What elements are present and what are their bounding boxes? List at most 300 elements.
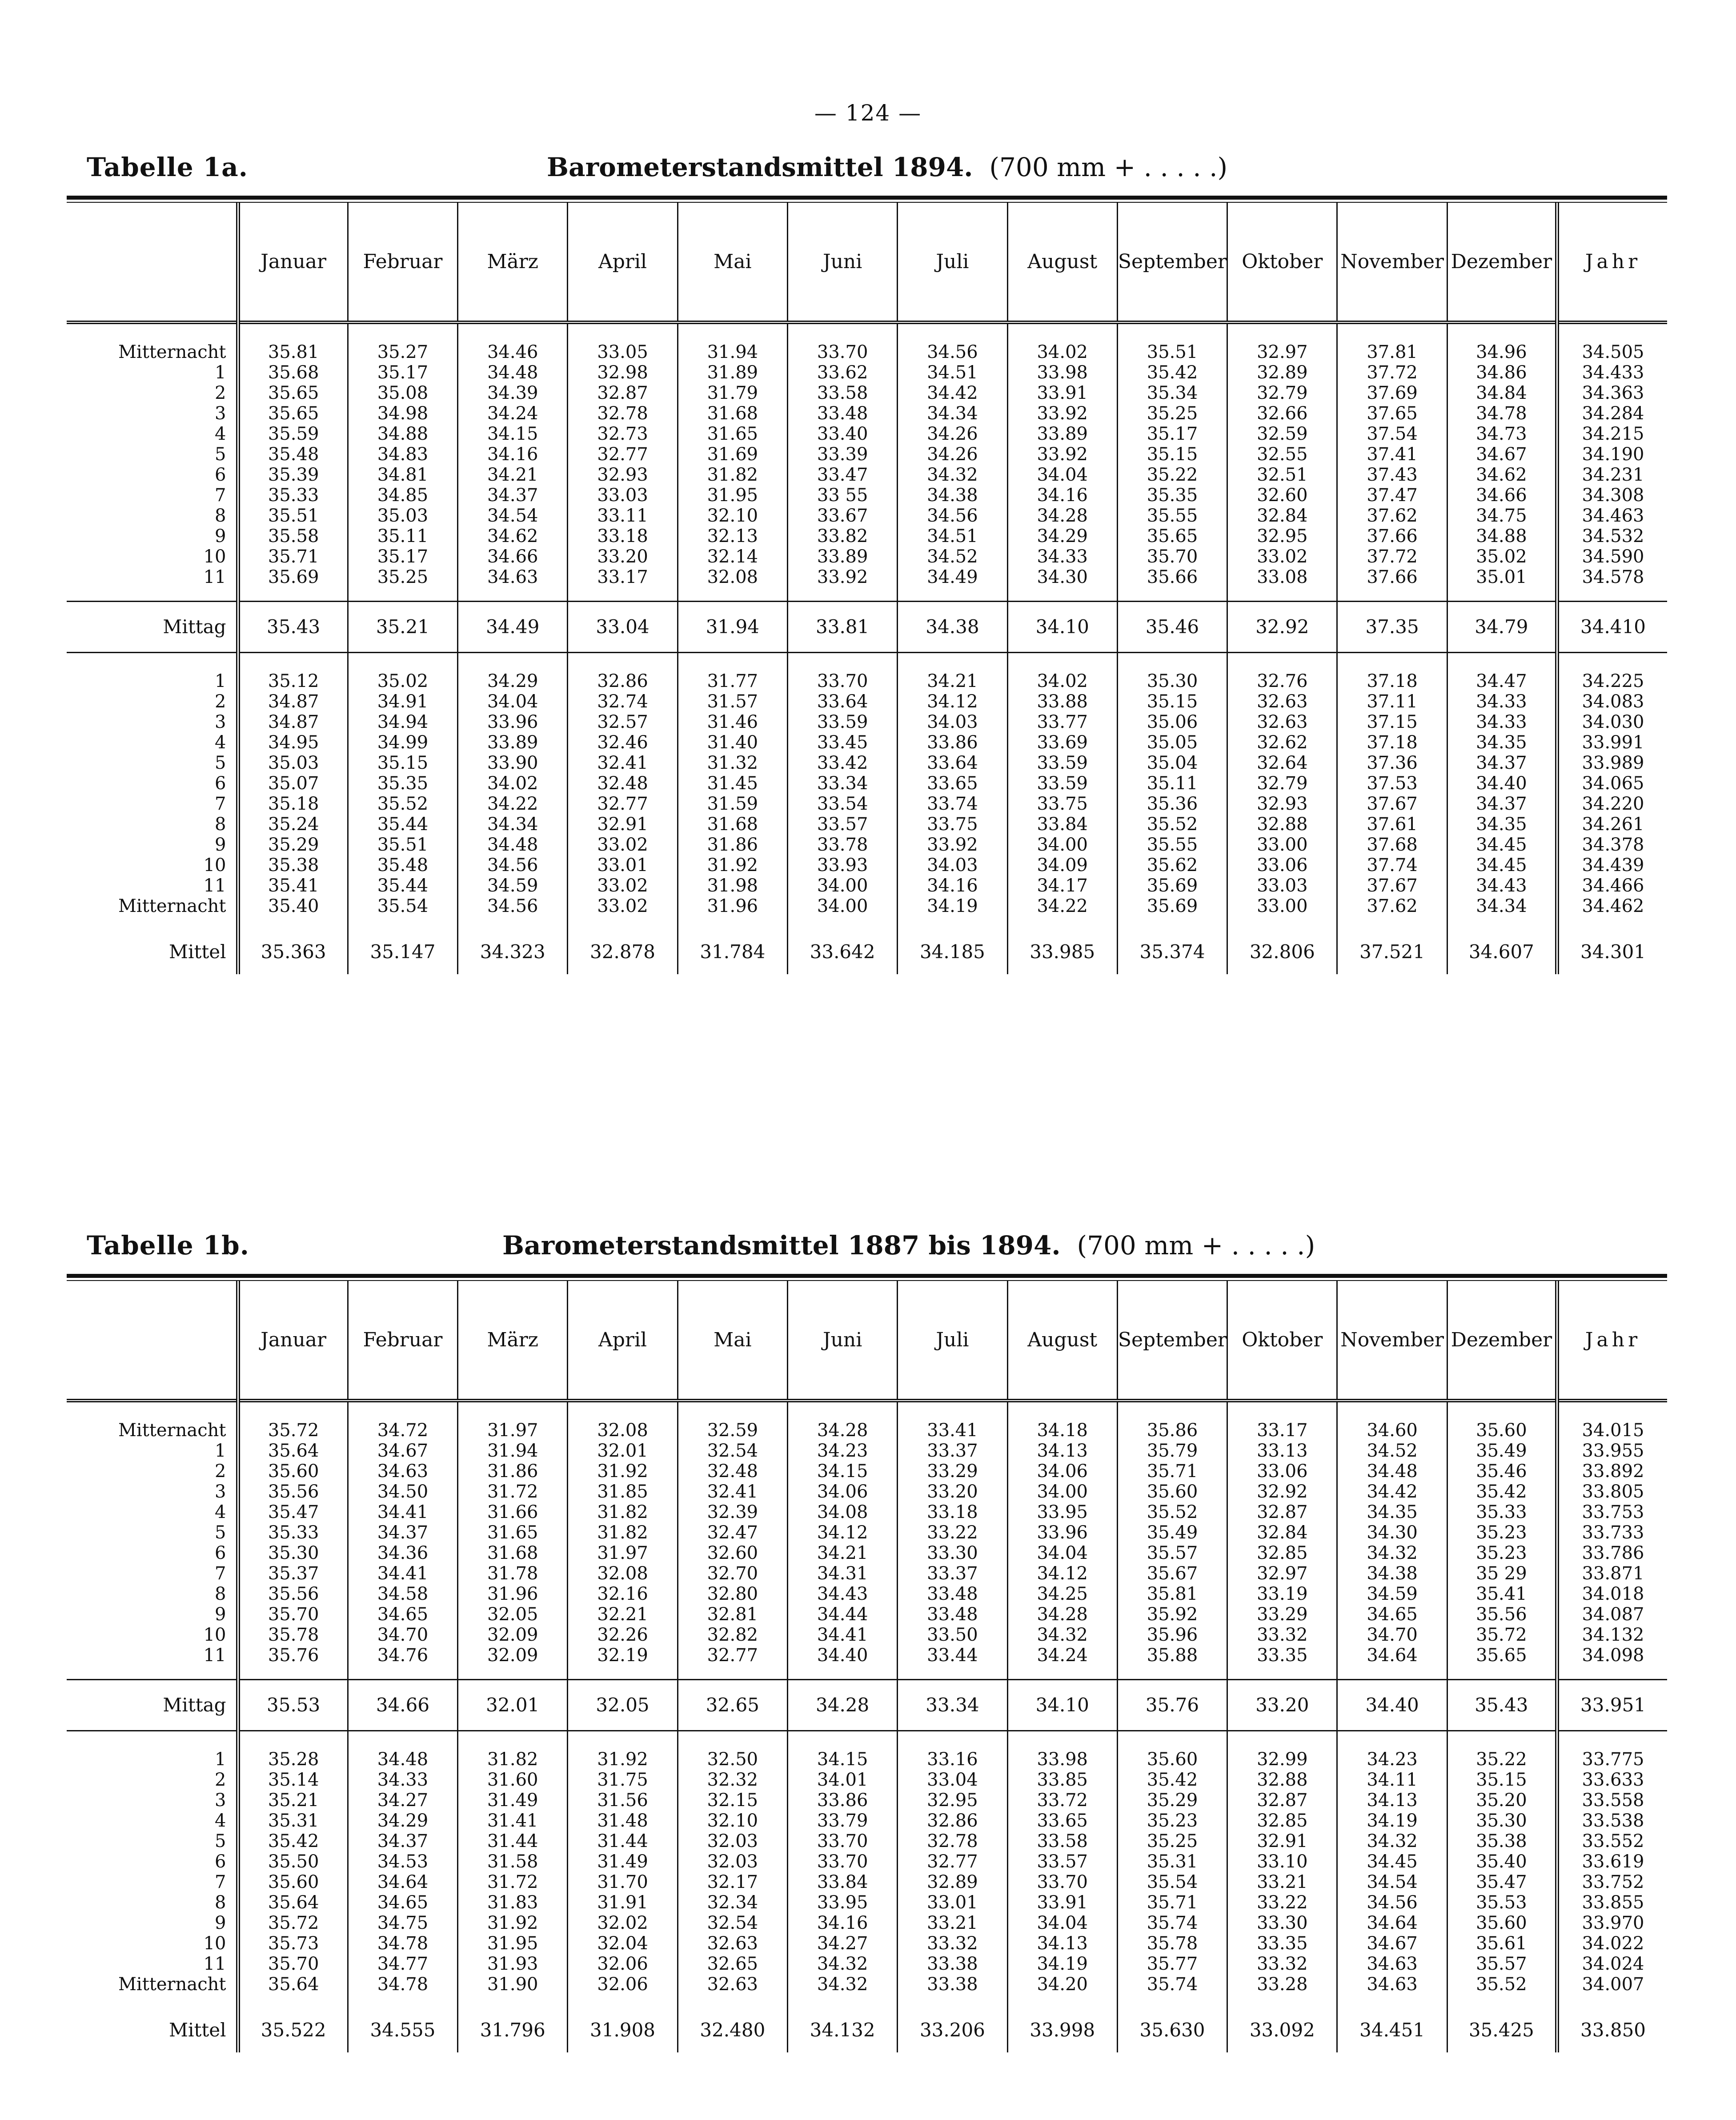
value-cell: 33.03 <box>1257 875 1308 896</box>
barometer-table <box>67 1281 1667 2052</box>
value-cell: 37.18 <box>1367 732 1418 753</box>
value-cell: 35.38 <box>268 855 319 875</box>
hour-labels <box>67 1401 238 1680</box>
value-cell: 32.01 <box>458 1680 568 1731</box>
value-cell: 34.00 <box>817 896 868 916</box>
value-cell: 35.92 <box>1147 1604 1198 1625</box>
value-cell: 34.231 <box>1582 465 1644 485</box>
value-cell: 34.21 <box>817 1543 868 1563</box>
month-values <box>1557 322 1667 602</box>
value-cell: 34.007 <box>1582 1974 1644 1995</box>
value-cell: 34.75 <box>377 1913 429 1933</box>
value-cell: 34.30 <box>1367 1522 1418 1543</box>
value-cell: 34.33 <box>377 1770 429 1790</box>
value-cell: 31.57 <box>707 691 758 712</box>
value-cell: 35.61 <box>1476 1933 1527 1954</box>
value-cell: 34.48 <box>487 362 538 383</box>
value-cell: 33.06 <box>1257 1461 1308 1482</box>
value-cell: 33.34 <box>898 1680 1007 1731</box>
value-cell: 34.79 <box>1447 602 1557 653</box>
value-cell: 32.89 <box>927 1872 978 1892</box>
value-cell: 34.21 <box>927 671 978 691</box>
month-header: Mai <box>678 1281 787 1401</box>
hour-label: 5 <box>215 1522 226 1543</box>
value-cell: 33.17 <box>597 567 648 587</box>
value-cell: 35.07 <box>268 773 319 794</box>
value-cell: 33.64 <box>817 691 868 712</box>
value-cell: 32.06 <box>597 1954 648 1974</box>
value-cell: 34.78 <box>377 1933 429 1954</box>
value-cell: 33.57 <box>1037 1851 1088 1872</box>
value-cell: 35.522 <box>238 2008 348 2052</box>
value-cell: 34.51 <box>927 362 978 383</box>
month-header: April <box>568 203 678 322</box>
value-cell: 35.65 <box>1476 1645 1527 1666</box>
value-cell: 34.54 <box>1367 1872 1418 1892</box>
value-cell: 31.96 <box>487 1584 538 1604</box>
value-cell: 35.46 <box>1476 1461 1527 1482</box>
value-cell: 31.95 <box>707 485 758 506</box>
value-cell: 34.88 <box>377 424 429 444</box>
value-cell: 34.75 <box>1476 506 1527 526</box>
value-cell: 33.28 <box>1257 1974 1308 1995</box>
value-cell: 34.37 <box>1476 753 1527 773</box>
afternoon-rows <box>67 1731 1667 2008</box>
value-cell: 34.38 <box>898 602 1007 653</box>
value-cell: 34.00 <box>1037 1482 1088 1502</box>
value-cell: 34.94 <box>377 712 429 732</box>
value-cell: 31.40 <box>707 732 758 753</box>
value-cell: 32.88 <box>1257 1770 1308 1790</box>
value-cell: 31.48 <box>597 1811 648 1831</box>
value-cell: 33.633 <box>1582 1770 1644 1790</box>
value-cell: 32.47 <box>707 1522 758 1543</box>
value-cell: 34.98 <box>377 403 429 424</box>
value-cell: 35.37 <box>268 1563 319 1584</box>
value-cell: 35.60 <box>1147 1749 1198 1770</box>
value-cell: 34.08 <box>817 1502 868 1522</box>
value-cell: 31.65 <box>487 1522 538 1543</box>
table-title-main: Barometerstandsmittel 1887 bis 1894. <box>502 1230 1061 1261</box>
hour-label: 6 <box>215 1543 226 1563</box>
month-values <box>238 1731 348 2008</box>
value-cell: 33.57 <box>817 814 868 835</box>
month-values <box>678 1401 787 1680</box>
value-cell: 33.05 <box>597 342 648 362</box>
value-cell: 35.52 <box>1476 1974 1527 1995</box>
value-cell: 34.083 <box>1582 691 1644 712</box>
table-block-1a <box>67 147 1667 974</box>
value-cell: 33.37 <box>927 1441 978 1461</box>
month-values <box>568 653 678 930</box>
value-cell: 37.67 <box>1367 794 1418 814</box>
value-cell: 35.58 <box>268 526 319 546</box>
value-cell: 33.37 <box>927 1563 978 1584</box>
month-values <box>787 1401 897 1680</box>
value-cell: 32.73 <box>597 424 648 444</box>
value-cell: 35.70 <box>268 1954 319 1974</box>
value-cell: 35.05 <box>1147 732 1198 753</box>
value-cell: 35.06 <box>1147 712 1198 732</box>
value-cell: 34.33 <box>1037 546 1088 567</box>
value-cell: 34.439 <box>1582 855 1644 875</box>
value-cell: 32.13 <box>707 526 758 546</box>
value-cell: 34.308 <box>1582 485 1644 506</box>
value-cell: 33.22 <box>1257 1892 1308 1913</box>
value-cell: 35.21 <box>348 602 457 653</box>
value-cell: 35.41 <box>1476 1584 1527 1604</box>
value-cell: 32.92 <box>1227 602 1337 653</box>
value-cell: 31.78 <box>487 1563 538 1584</box>
value-cell: 32.74 <box>597 691 648 712</box>
value-cell: 35.27 <box>377 342 429 362</box>
value-cell: 34.26 <box>927 444 978 465</box>
value-cell: 35.40 <box>1476 1851 1527 1872</box>
value-cell: 37.15 <box>1367 712 1418 732</box>
value-cell: 33.06 <box>1257 855 1308 875</box>
value-cell: 32.05 <box>487 1604 538 1625</box>
value-cell: 35.34 <box>1147 383 1198 403</box>
value-cell: 33.86 <box>817 1790 868 1811</box>
value-cell: 35.72 <box>1476 1625 1527 1645</box>
month-values <box>1007 322 1117 602</box>
value-cell: 34.12 <box>1037 1563 1088 1584</box>
value-cell: 35.363 <box>238 930 348 974</box>
value-cell: 34.28 <box>1037 1604 1088 1625</box>
value-cell: 33.619 <box>1582 1851 1644 1872</box>
value-cell: 34.410 <box>1557 602 1667 653</box>
hour-label: 5 <box>215 753 226 773</box>
value-cell: 34.17 <box>1037 875 1088 896</box>
value-cell: 33.20 <box>1227 1680 1337 1731</box>
value-cell: 32.57 <box>597 712 648 732</box>
value-cell: 34.015 <box>1582 1420 1644 1441</box>
row-label: Mittel <box>169 941 226 963</box>
value-cell: 32.91 <box>1257 1831 1308 1851</box>
value-cell: 34.47 <box>1476 671 1527 691</box>
month-header: November <box>1337 203 1447 322</box>
value-cell: 33.38 <box>927 1954 978 1974</box>
value-cell: 35.49 <box>1147 1522 1198 1543</box>
value-cell: 34.45 <box>1367 1851 1418 1872</box>
value-cell: 35.65 <box>268 383 319 403</box>
month-values <box>678 653 787 930</box>
month-header: Dezember <box>1447 1281 1557 1401</box>
hour-label: 11 <box>203 875 226 896</box>
value-cell: 35.46 <box>1117 602 1227 653</box>
value-cell: 31.60 <box>487 1770 538 1790</box>
value-cell: 34.42 <box>1367 1482 1418 1502</box>
value-cell: 34.25 <box>1037 1584 1088 1604</box>
value-cell: 31.94 <box>707 342 758 362</box>
hour-label: 9 <box>215 1913 226 1933</box>
value-cell: 32.93 <box>597 465 648 485</box>
value-cell: 32.55 <box>1257 444 1308 465</box>
value-cell: 32.09 <box>487 1645 538 1666</box>
value-cell: 32.48 <box>597 773 648 794</box>
value-cell: 33.74 <box>927 794 978 814</box>
value-cell: 33.989 <box>1582 753 1644 773</box>
hour-label: 4 <box>215 1811 226 1831</box>
value-cell: 32.98 <box>597 362 648 383</box>
month-header: Januar <box>238 203 348 322</box>
value-cell: 34.04 <box>487 691 538 712</box>
hour-label: 8 <box>215 506 226 526</box>
value-cell: 34.42 <box>927 383 978 403</box>
value-cell: 35.29 <box>268 835 319 855</box>
value-cell: 32.78 <box>597 403 648 424</box>
month-values <box>1557 1401 1667 1680</box>
value-cell: 35.42 <box>1147 362 1198 383</box>
month-header: Dezember <box>1447 203 1557 322</box>
value-cell: 34.10 <box>1007 1680 1117 1731</box>
value-cell: 31.94 <box>487 1441 538 1461</box>
value-cell: 33.21 <box>927 1913 978 1933</box>
value-cell: 35.60 <box>268 1872 319 1892</box>
value-cell: 31.66 <box>487 1502 538 1522</box>
value-cell: 32.65 <box>707 1954 758 1974</box>
value-cell: 37.43 <box>1367 465 1418 485</box>
value-cell: 33.47 <box>817 465 868 485</box>
value-cell: 32.86 <box>927 1811 978 1831</box>
value-cell: 32.03 <box>707 1851 758 1872</box>
value-cell: 32.10 <box>707 506 758 526</box>
value-cell: 35.31 <box>268 1811 319 1831</box>
value-cell: 34.87 <box>268 691 319 712</box>
value-cell: 31.72 <box>487 1872 538 1892</box>
mean-row <box>67 2008 1667 2052</box>
value-cell: 35.64 <box>268 1892 319 1913</box>
value-cell: 32.65 <box>678 1680 787 1731</box>
month-values <box>1227 653 1337 930</box>
value-cell: 32.79 <box>1257 383 1308 403</box>
table-title <box>547 152 1227 182</box>
month-values <box>1337 653 1447 930</box>
value-cell: 35.47 <box>1476 1872 1527 1892</box>
month-header: September <box>1117 1281 1227 1401</box>
table-label: Tabelle 1a. <box>87 152 248 182</box>
value-cell: 34.225 <box>1582 671 1644 691</box>
value-cell: 33.92 <box>1037 403 1088 424</box>
value-cell: 34.26 <box>927 424 978 444</box>
value-cell: 35.55 <box>1147 506 1198 526</box>
hour-label: 5 <box>215 1831 226 1851</box>
value-cell: 33.48 <box>817 403 868 424</box>
month-values <box>1117 322 1227 602</box>
value-cell: 31.908 <box>568 2008 678 2052</box>
value-cell: 34.50 <box>377 1482 429 1502</box>
value-cell: 33.22 <box>927 1522 978 1543</box>
value-cell: 32.17 <box>707 1872 758 1892</box>
value-cell: 33.29 <box>927 1461 978 1482</box>
value-cell: 33.41 <box>927 1420 978 1441</box>
value-cell: 32.54 <box>707 1913 758 1933</box>
month-header-row <box>67 203 1667 322</box>
value-cell: 34.466 <box>1582 875 1644 896</box>
month-values <box>1117 1401 1227 1680</box>
value-cell: 33.91 <box>1037 383 1088 403</box>
value-cell: 31.68 <box>487 1543 538 1563</box>
value-cell: 33.59 <box>1037 773 1088 794</box>
value-cell: 35.52 <box>1147 1502 1198 1522</box>
value-cell: 34.31 <box>817 1563 868 1584</box>
afternoon-rows <box>67 653 1667 930</box>
value-cell: 34.64 <box>1367 1645 1418 1666</box>
value-cell: 32.84 <box>1257 506 1308 526</box>
value-cell: 35.60 <box>1476 1913 1527 1933</box>
value-cell: 31.96 <box>707 896 758 916</box>
value-cell: 34.91 <box>377 691 429 712</box>
hour-label: 8 <box>215 1892 226 1913</box>
value-cell: 35.55 <box>1147 835 1198 855</box>
value-cell: 32.63 <box>1257 691 1308 712</box>
value-cell: 31.32 <box>707 753 758 773</box>
value-cell: 34.49 <box>927 567 978 587</box>
hour-label: 10 <box>203 855 226 875</box>
month-values <box>458 322 568 602</box>
value-cell: 33.02 <box>1257 546 1308 567</box>
value-cell: 35.47 <box>268 1502 319 1522</box>
value-cell: 33.48 <box>927 1584 978 1604</box>
value-cell: 34.29 <box>377 1811 429 1831</box>
value-cell: 33.38 <box>927 1974 978 1995</box>
value-cell: 35.59 <box>268 424 319 444</box>
month-header: März <box>458 1281 568 1401</box>
value-cell: 34.132 <box>787 2008 897 2052</box>
hour-label: 11 <box>203 1954 226 1974</box>
value-cell: 34.29 <box>487 671 538 691</box>
value-cell: 34.09 <box>1037 855 1088 875</box>
value-cell: 34.56 <box>487 855 538 875</box>
value-cell: 34.88 <box>1476 526 1527 546</box>
value-cell: 35.44 <box>377 814 429 835</box>
month-header: November <box>1337 1281 1447 1401</box>
value-cell: 32.62 <box>1257 732 1308 753</box>
month-values <box>1337 1731 1447 2008</box>
value-cell: 34.02 <box>1037 671 1088 691</box>
value-cell: 34.087 <box>1582 1604 1644 1625</box>
value-cell: 37.72 <box>1367 546 1418 567</box>
value-cell: 33.65 <box>1037 1811 1088 1831</box>
row-label: Mittag <box>67 1680 238 1731</box>
value-cell: 32.64 <box>1257 753 1308 773</box>
value-cell: 34.56 <box>927 506 978 526</box>
value-cell: 32.54 <box>707 1441 758 1461</box>
value-cell: 33.871 <box>1582 1563 1644 1584</box>
value-cell: 35.78 <box>268 1625 319 1645</box>
value-cell: 35.30 <box>1147 671 1198 691</box>
value-cell: 35.57 <box>1476 1954 1527 1974</box>
value-cell: 35.73 <box>268 1933 319 1954</box>
value-cell: 35.56 <box>268 1584 319 1604</box>
value-cell: 34.065 <box>1582 773 1644 794</box>
value-cell: 34.215 <box>1582 424 1644 444</box>
value-cell: 32.77 <box>597 794 648 814</box>
value-cell: 33.21 <box>1257 1872 1308 1892</box>
value-cell: 33.39 <box>817 444 868 465</box>
value-cell: 37.62 <box>1367 896 1418 916</box>
value-cell: 35.69 <box>1147 896 1198 916</box>
value-cell: 31.69 <box>707 444 758 465</box>
value-cell: 32.14 <box>707 546 758 567</box>
value-cell: 34.58 <box>377 1584 429 1604</box>
value-cell: 33.96 <box>487 712 538 732</box>
value-cell: 34.37 <box>377 1522 429 1543</box>
value-cell: 34.73 <box>1476 424 1527 444</box>
value-cell: 35.15 <box>377 753 429 773</box>
value-cell: 35.40 <box>268 896 319 916</box>
value-cell: 34.38 <box>1367 1563 1418 1584</box>
value-cell: 34.590 <box>1582 546 1644 567</box>
month-header: Januar <box>238 1281 348 1401</box>
value-cell: 34.363 <box>1582 383 1644 403</box>
value-cell: 32.41 <box>597 753 648 773</box>
value-cell: 33.98 <box>1037 362 1088 383</box>
month-values <box>1117 1731 1227 2008</box>
value-cell: 35.42 <box>1147 1770 1198 1790</box>
value-cell: 35.374 <box>1117 930 1227 974</box>
value-cell: 32.03 <box>707 1831 758 1851</box>
value-cell: 31.46 <box>707 712 758 732</box>
hour-label: 10 <box>203 546 226 567</box>
value-cell: 35.96 <box>1147 1625 1198 1645</box>
value-cell: 33.48 <box>927 1604 978 1625</box>
hour-label: 11 <box>203 567 226 587</box>
value-cell: 33.62 <box>817 362 868 383</box>
value-cell: 34.16 <box>1037 485 1088 506</box>
value-cell: 35.71 <box>1147 1892 1198 1913</box>
value-cell: 33.90 <box>487 753 538 773</box>
month-header: August <box>1007 203 1117 322</box>
value-cell: 37.521 <box>1337 930 1447 974</box>
value-cell: 32.63 <box>707 1974 758 1995</box>
hour-label: 1 <box>215 671 226 691</box>
value-cell: 33.955 <box>1582 1441 1644 1461</box>
value-cell: 35.74 <box>1147 1913 1198 1933</box>
value-cell: 34.19 <box>927 896 978 916</box>
month-header: Juli <box>898 1281 1007 1401</box>
value-cell: 33.13 <box>1257 1441 1308 1461</box>
value-cell: 31.796 <box>458 2008 568 2052</box>
hour-label: Mitternacht <box>118 896 226 916</box>
value-cell: 35.33 <box>268 485 319 506</box>
value-cell: 34.87 <box>268 712 319 732</box>
month-values <box>1337 322 1447 602</box>
value-cell: 35.68 <box>268 362 319 383</box>
value-cell: 32.92 <box>1257 1482 1308 1502</box>
value-cell: 34.37 <box>1476 794 1527 814</box>
hour-label: 1 <box>215 1441 226 1461</box>
value-cell: 32.88 <box>1257 814 1308 835</box>
value-cell: 33.82 <box>817 526 868 546</box>
value-cell: 35.62 <box>1147 855 1198 875</box>
value-cell: 34.13 <box>1037 1441 1088 1461</box>
hour-label: 6 <box>215 773 226 794</box>
value-cell: 35.08 <box>377 383 429 403</box>
hour-label: 7 <box>215 794 226 814</box>
value-cell: 34.378 <box>1582 835 1644 855</box>
value-cell: 35.11 <box>1147 773 1198 794</box>
value-cell: 34.13 <box>1367 1790 1418 1811</box>
value-cell: 34.54 <box>487 506 538 526</box>
month-header: August <box>1007 1281 1117 1401</box>
value-cell: 35.03 <box>377 506 429 526</box>
value-cell: 34.63 <box>487 567 538 587</box>
value-cell: 35.77 <box>1147 1954 1198 1974</box>
value-cell: 34.56 <box>1367 1892 1418 1913</box>
value-cell: 32.78 <box>927 1831 978 1851</box>
value-cell: 33.92 <box>817 567 868 587</box>
